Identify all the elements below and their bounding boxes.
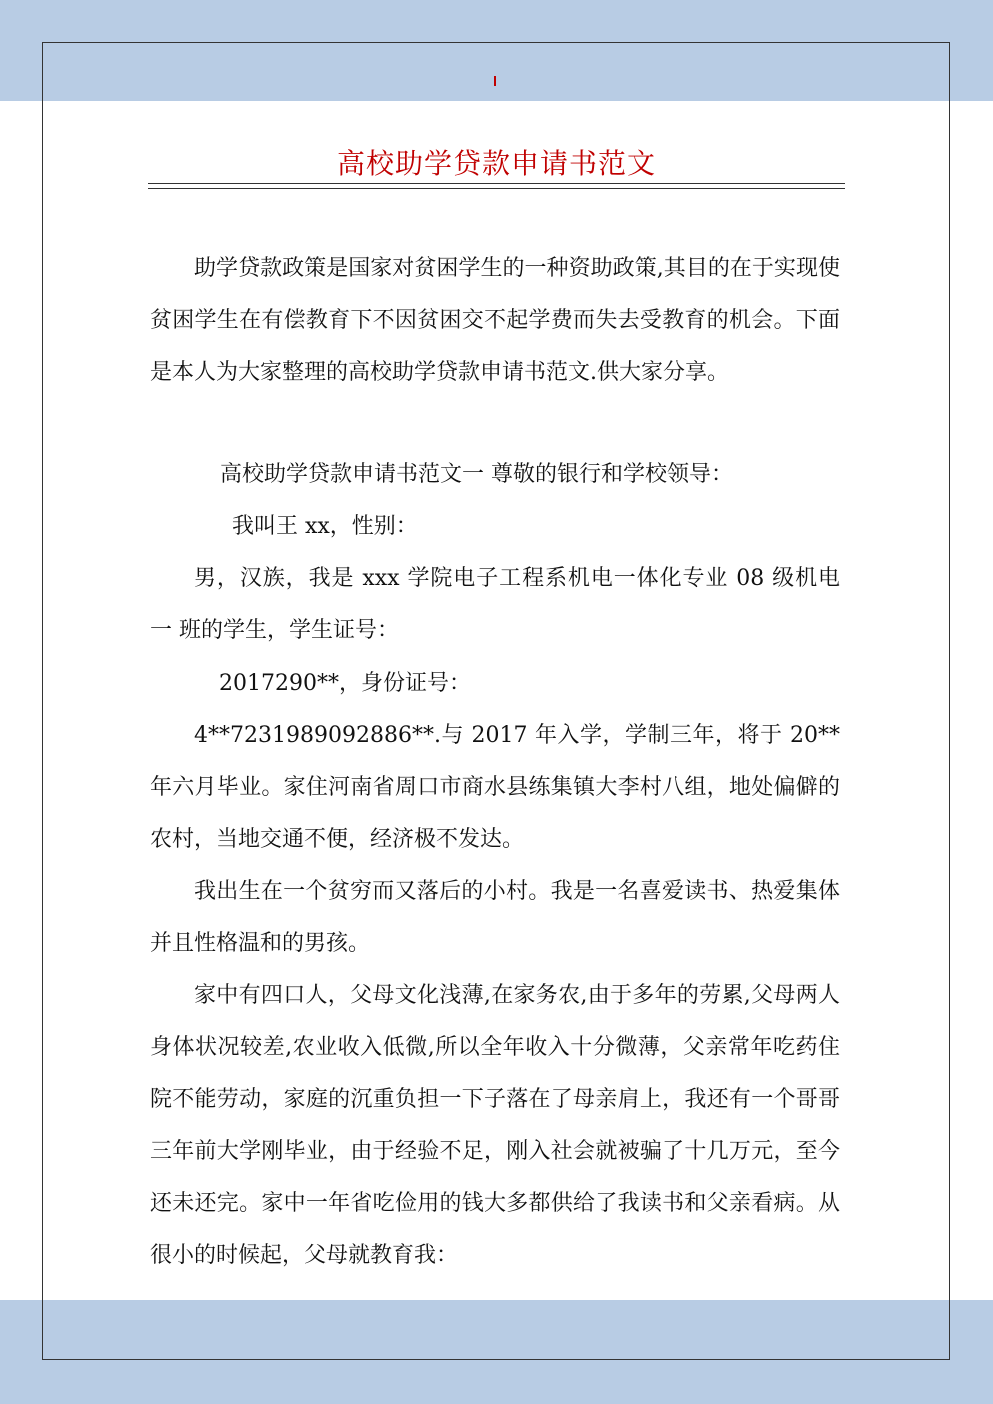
gender-paragraph: 男，汉族，我是 xxx 学院电子工程系机电一体化专业 08 级机电 一 班的学生，学生证号： (150, 566, 840, 643)
document-title: 高校助学贷款申请书范文 (336, 147, 656, 180)
name-paragraph: 我叫王 xx，性别： (232, 514, 418, 539)
id-number-paragraph: 4**7231989092886**.与 2017 年入学，学制三年，将于 20**年六月毕业。家住河南省周口市商水县练集镇大李村八组，地处偏僻的农村，当地交通不便，经济极不发达。 (150, 723, 840, 852)
salutation-paragraph: 高校助学贷款申请书范文一 尊敬的银行和学校领导： (220, 462, 733, 487)
intro-paragraph: 助学贷款政策是国家对贫困学生的一种资助政策,其目的在于实现使贫困学生在有偿教育下不因贫困交不起学费而失去受教育的机会。下面是本人为大家整理的高校助学贷款申请书范文.供大家分享。 (150, 256, 840, 385)
title-rule-top (148, 183, 845, 184)
birth-paragraph: 我出生在一个贫穷而又落后的小村。我是一名喜爱读书、热爱集体并且性格温和的男孩。 (150, 879, 840, 956)
header-marker (494, 76, 496, 86)
title-rule-bottom (148, 188, 845, 189)
family-paragraph: 家中有四口人，父母文化浅薄,在家务农,由于多年的劳累,父母两人身体状况较差,农业收入低微,所以全年收入十分微薄，父亲常年吃药住院不能劳动，家庭的沉重负担一下子落在了母亲肩上，我还有一个哥哥三年前大学刚毕业，由于经验不足，刚入社会就被骗了十几万元，至今还未还完。家中一年省吃俭用的钱大多都供给了我读书和父亲看病。从很小的时候起，父母就教育我： (150, 983, 840, 1268)
student-id-paragraph: 2017290**，身份证号： (219, 671, 471, 696)
